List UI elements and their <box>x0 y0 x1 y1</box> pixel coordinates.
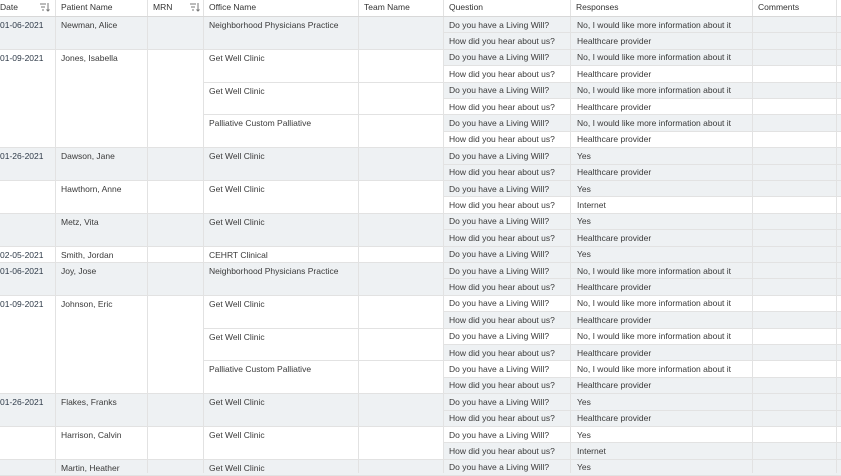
grid-column-line <box>358 16 359 473</box>
question-cell: How did you hear about us? <box>449 232 555 243</box>
date-cell: 02-05-2021 <box>0 249 44 260</box>
column-divider[interactable] <box>203 0 204 16</box>
office-name-cell: Get Well Clinic <box>209 85 265 96</box>
response-cell: No, I would like more information about it <box>577 331 732 342</box>
patient-name-cell[interactable]: Harrison, Calvin <box>61 430 122 440</box>
office-name-cell: CEHRT Clinical <box>209 249 268 260</box>
grid-column-line <box>570 16 571 473</box>
column-divider[interactable] <box>443 0 444 16</box>
patient-name-cell[interactable]: Johnson, Eric <box>61 298 113 309</box>
sort-filter-icon[interactable] <box>40 3 50 12</box>
column-divider[interactable] <box>836 0 837 16</box>
question-cell: How did you hear about us? <box>449 134 555 145</box>
question-cell: How did you hear about us? <box>449 413 555 424</box>
question-cell: Do you have a Living Will? <box>449 52 550 63</box>
response-cell: Healthcare provider <box>577 68 652 79</box>
header-question[interactable]: Question <box>449 2 484 12</box>
question-cell: How did you hear about us? <box>449 35 555 46</box>
question-cell: How did you hear about us? <box>449 314 555 325</box>
response-cell: Healthcare provider <box>577 167 652 178</box>
response-cell: Yes <box>577 183 591 194</box>
question-cell: Do you have a Living Will? <box>449 331 550 342</box>
response-cell: Healthcare provider <box>577 35 652 46</box>
question-cell: Do you have a Living Will? <box>449 117 550 128</box>
response-cell: No, I would like more information about it <box>577 363 732 374</box>
response-cell: No, I would like more information about it <box>577 52 732 63</box>
response-cell: Yes <box>577 249 591 260</box>
response-cell: Healthcare provider <box>577 134 652 145</box>
grid-column-line <box>55 16 56 473</box>
response-cell: No, I would like more information about it <box>577 298 732 309</box>
response-cell: Yes <box>577 429 591 440</box>
date-cell: 01-09-2021 <box>0 298 44 309</box>
response-cell: Yes <box>577 150 591 161</box>
office-name-cell: Get Well Clinic <box>209 397 265 408</box>
response-cell: Internet <box>577 445 606 456</box>
patient-name-cell[interactable]: Newman, Alice <box>61 20 118 30</box>
question-cell: How did you hear about us? <box>449 101 555 112</box>
sort-filter-icon[interactable] <box>190 3 200 12</box>
response-cell: Healthcare provider <box>577 232 652 243</box>
response-cell: Yes <box>577 462 591 473</box>
question-cell: Do you have a Living Will? <box>449 429 550 440</box>
question-cell: How did you hear about us? <box>449 380 555 391</box>
office-name-cell: Neighborhood Physicians Practice <box>209 20 339 30</box>
date-cell: 01-26-2021 <box>0 151 44 162</box>
question-cell: How did you hear about us? <box>449 347 555 358</box>
question-cell: How did you hear about us? <box>449 445 555 456</box>
column-header-row <box>0 0 841 17</box>
header-team-name[interactable]: Team Name <box>364 2 410 12</box>
question-cell: Do you have a Living Will? <box>449 298 550 309</box>
header-responses[interactable]: Responses <box>576 2 619 12</box>
office-name-cell: Palliative Custom Palliative <box>209 118 312 129</box>
patient-name-cell[interactable]: Hawthorn, Anne <box>61 184 122 194</box>
question-cell: Do you have a Living Will? <box>449 396 550 407</box>
response-cell: No, I would like more information about it <box>577 85 732 96</box>
response-cell: Healthcare provider <box>577 413 652 424</box>
patient-name-cell[interactable]: Dawson, Jane <box>61 151 115 162</box>
patient-name-cell[interactable]: Joy, Jose <box>61 266 97 276</box>
response-cell: Internet <box>577 199 606 210</box>
question-cell: Do you have a Living Will? <box>449 249 550 260</box>
question-cell: How did you hear about us? <box>449 281 555 292</box>
header-patient-name[interactable]: Patient Name <box>61 2 113 12</box>
office-name-cell: Neighborhood Physicians Practice <box>209 266 339 276</box>
grid-column-line <box>836 16 837 473</box>
question-cell: Do you have a Living Will? <box>449 183 550 194</box>
office-name-cell: Get Well Clinic <box>209 462 265 473</box>
question-cell: How did you hear about us? <box>449 167 555 178</box>
question-cell: Do you have a Living Will? <box>449 265 550 276</box>
grid-column-line <box>443 16 444 473</box>
office-name-cell: Get Well Clinic <box>209 52 265 63</box>
office-name-cell: Get Well Clinic <box>209 216 265 227</box>
date-cell: 01-09-2021 <box>0 52 44 63</box>
header-comments[interactable]: Comments <box>758 2 800 12</box>
column-divider[interactable] <box>55 0 56 16</box>
question-cell: Do you have a Living Will? <box>449 19 550 30</box>
patient-name-cell[interactable]: Martin, Heather <box>61 462 120 473</box>
column-divider[interactable] <box>147 0 148 16</box>
patient-name-cell[interactable]: Metz, Vita <box>61 216 99 227</box>
column-divider[interactable] <box>752 0 753 16</box>
response-cell: Healthcare provider <box>577 101 652 112</box>
grid-column-line <box>147 16 148 473</box>
office-name-cell: Get Well Clinic <box>209 430 265 440</box>
question-cell: How did you hear about us? <box>449 68 555 79</box>
patient-name-cell[interactable]: Jones, Isabella <box>61 52 118 63</box>
column-divider[interactable] <box>570 0 571 16</box>
header-mrn[interactable]: MRN <box>153 2 173 12</box>
office-name-cell: Get Well Clinic <box>209 184 265 194</box>
response-cell: Healthcare provider <box>577 380 652 391</box>
response-cell: No, I would like more information about it <box>577 117 732 128</box>
response-cell: No, I would like more information about it <box>577 19 732 30</box>
response-cell: Healthcare provider <box>577 281 652 292</box>
grid-column-line <box>752 16 753 473</box>
question-cell: Do you have a Living Will? <box>449 150 550 161</box>
patient-name-cell[interactable]: Flakes, Franks <box>61 397 117 408</box>
header-date[interactable]: Date <box>0 2 18 12</box>
header-office-name[interactable]: Office Name <box>209 2 257 12</box>
grid-column-line <box>203 16 204 473</box>
date-cell: 01-06-2021 <box>0 20 44 30</box>
response-cell: No, I would like more information about it <box>577 265 732 276</box>
question-cell: Do you have a Living Will? <box>449 216 550 227</box>
date-cell: 01-06-2021 <box>0 266 44 276</box>
patient-name-cell[interactable]: Smith, Jordan <box>61 249 114 260</box>
office-name-cell: Get Well Clinic <box>209 331 265 342</box>
column-divider[interactable] <box>358 0 359 16</box>
question-cell: Do you have a Living Will? <box>449 462 550 473</box>
response-cell: Healthcare provider <box>577 347 652 358</box>
office-name-cell: Palliative Custom Palliative <box>209 364 312 375</box>
response-cell: Yes <box>577 396 591 407</box>
date-cell: 01-26-2021 <box>0 397 44 408</box>
question-cell: Do you have a Living Will? <box>449 85 550 96</box>
office-name-cell: Get Well Clinic <box>209 298 265 309</box>
response-cell: Healthcare provider <box>577 314 652 325</box>
office-name-cell: Get Well Clinic <box>209 151 265 162</box>
question-cell: Do you have a Living Will? <box>449 363 550 374</box>
response-cell: Yes <box>577 216 591 227</box>
question-cell: How did you hear about us? <box>449 199 555 210</box>
